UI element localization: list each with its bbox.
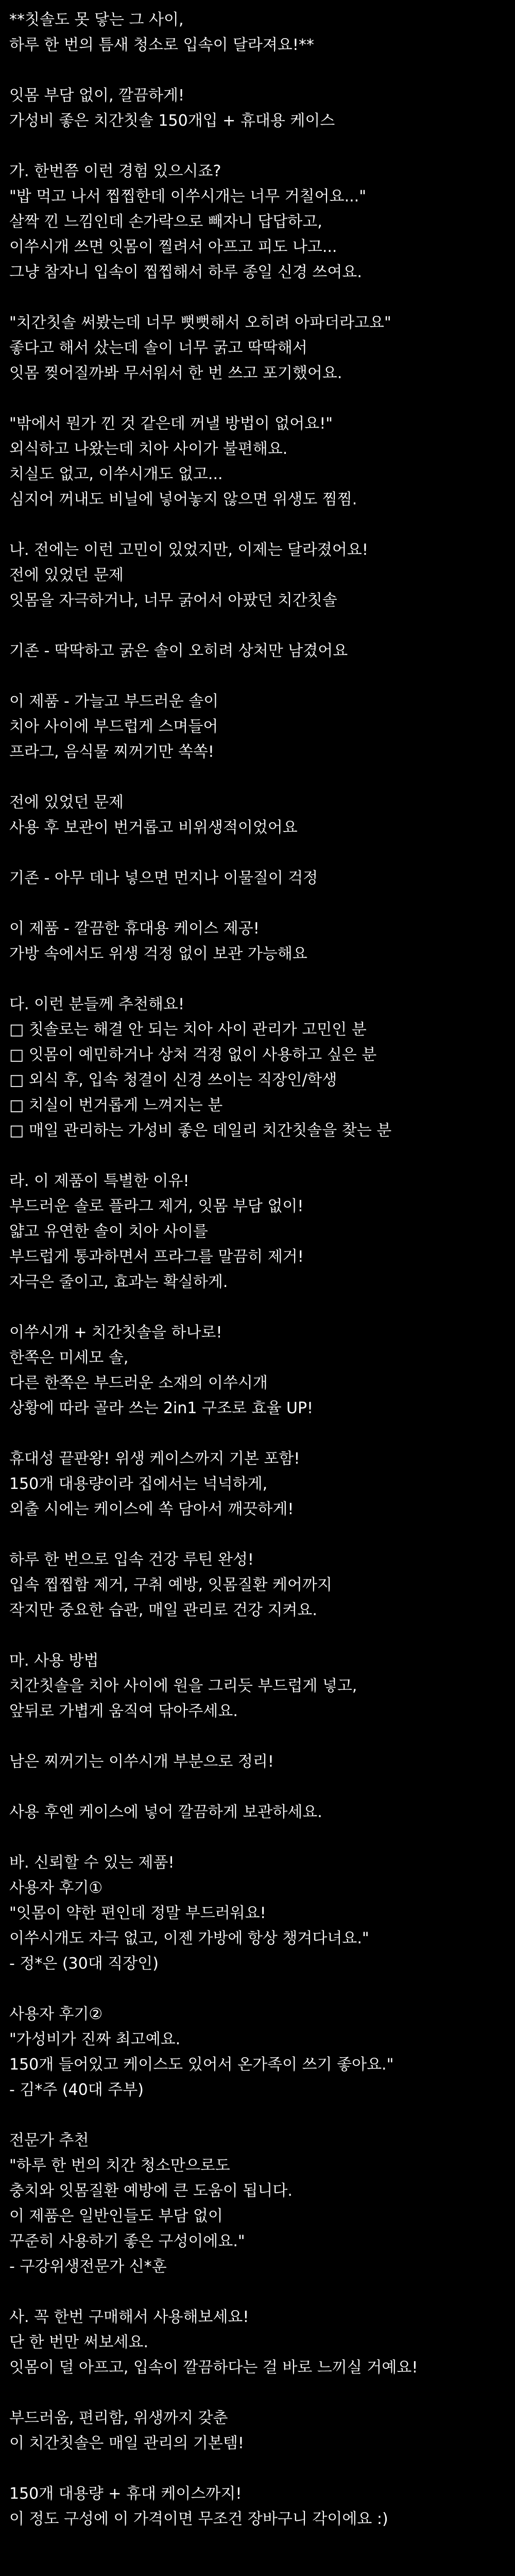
text-line: 부드럽게 통과하면서 프라그를 말끔히 제거!: [9, 1248, 304, 1266]
text-line: 이쑤시개 + 치간칫솔을 하나로!: [9, 1324, 222, 1342]
text-paragraph: [9, 2128, 515, 2279]
text-line: 이 제품 - 깔끔한 휴대용 케이스 제공!: [9, 920, 260, 938]
text-line: 기존 - 딱딱하고 굵은 솔이 오히려 상처만 남겼어요: [9, 642, 348, 660]
text-line: 이 제품 - 가늘고 부드러운 솔이: [9, 692, 219, 710]
text-line: 치실도 없고, 이쑤시개도 없고...: [9, 465, 223, 483]
text-line: 부드러운 솔로 플라그 제거, 잇몸 부담 없이!: [9, 1197, 304, 1215]
text-line: 사. 꼭 한번 구매해서 사용해보세요!: [9, 2308, 249, 2326]
text-line: "가성비가 진짜 최고예요.: [9, 2030, 181, 2048]
text-paragraph: [9, 1648, 515, 1724]
text-line: 150개 대용량이라 집에서는 넉넉하게,: [9, 1475, 268, 1493]
text-line: 이 정도 구성에 이 가격이면 무조건 장바구니 각이에요 :): [9, 2510, 388, 2528]
text-line: 충치와 잇몸질환 예방에 큰 도움이 됩니다.: [9, 2182, 293, 2200]
text-paragraph: [9, 1446, 515, 1522]
text-paragraph: [9, 790, 515, 840]
text-line: 그냥 참자니 입속이 찝찝해서 하루 종일 신경 쓰여요.: [9, 263, 362, 281]
text-paragraph: [9, 2405, 515, 2456]
text-line: 하루 한 번으로 입속 건강 루틴 완성!: [9, 1551, 254, 1569]
text-line: 작지만 중요한 습관, 매일 관리로 건강 지켜요.: [9, 1601, 317, 1619]
text-line: □ 치실이 번거롭게 느껴지는 분: [9, 1096, 223, 1114]
text-line: "잇몸이 약한 편인데 정말 부드러워요!: [9, 1904, 266, 1922]
text-line: 프라그, 음식물 찌꺼기만 쏙쏙!: [9, 743, 214, 761]
text-paragraph: [9, 916, 515, 967]
text-line: 살짝 낀 느낌인데 손가락으로 빼자니 답답하고,: [9, 213, 322, 231]
text-line: 가. 한번쯤 이런 경험 있으시죠?: [9, 162, 221, 180]
text-paragraph: [9, 689, 515, 765]
text-line: **칫솔도 못 닿는 그 사이,: [9, 11, 184, 29]
text-paragraph: [9, 411, 515, 512]
text-paragraph: [9, 310, 515, 386]
text-line: 마. 사용 방법: [9, 1652, 99, 1670]
text-line: 이 치간칫솔은 매일 관리의 기본템!: [9, 2434, 244, 2452]
text-line: "밥 먹고 나서 찝찝한데 이쑤시개는 너무 거칠어요...": [9, 188, 367, 206]
text-line: 잇몸을 자극하거나, 너무 굵어서 아팠던 치간칫솔: [9, 591, 337, 609]
text-line: - 구강위생전문가 신*훈: [9, 2258, 167, 2276]
text-line: 다른 한쪽은 부드러운 소재의 이쑤시개: [9, 1374, 268, 1392]
text-paragraph: [9, 1850, 515, 1976]
text-paragraph: [9, 1547, 515, 1623]
text-paragraph: [9, 2481, 515, 2532]
text-line: 사용 후 보관이 번거롭고 비위생적이었어요: [9, 819, 298, 837]
text-line: □ 매일 관리하는 가성비 좋은 데일리 치간칫솔을 찾는 분: [9, 1122, 392, 1140]
text-paragraph: [9, 83, 515, 133]
text-line: 가성비 좋은 치간칫솔 150개입 + 휴대용 케이스: [9, 112, 335, 130]
text-line: 나. 전에는 이런 고민이 있었지만, 이제는 달라졌어요!: [9, 541, 368, 559]
text-line: "밖에서 뭔가 낀 것 같은데 꺼낼 방법이 없어요!": [9, 415, 333, 433]
text-line: 가방 속에서도 위생 걱정 없이 보관 가능해요: [9, 945, 307, 963]
text-line: □ 외식 후, 입속 청결이 신경 쓰이는 직장인/학생: [9, 1071, 337, 1089]
text-paragraph: [9, 638, 515, 664]
text-line: 사용 후엔 케이스에 넣어 깔끔하게 보관하세요.: [9, 1803, 322, 1821]
text-line: 심지어 꺼내도 비닐에 넣어놓지 않으면 위생도 찜찜.: [9, 490, 357, 509]
text-line: 이쑤시개 쓰면 잇몸이 찔려서 아프고 피도 나고...: [9, 238, 337, 256]
text-line: 전에 있었던 문제: [9, 566, 124, 584]
text-paragraph: [9, 1800, 515, 1825]
text-line: 사용자 후기①: [9, 1879, 103, 1897]
text-line: 150개 대용량 + 휴대 케이스까지!: [9, 2485, 242, 2503]
text-paragraph: [9, 2304, 515, 2380]
text-line: 바. 신뢰할 수 있는 제품!: [9, 1854, 175, 1872]
text-paragraph: [9, 866, 515, 891]
text-paragraph: [9, 1749, 515, 1774]
text-line: - 정*은 (30대 직장인): [9, 1955, 159, 1973]
text-paragraph: [9, 1320, 515, 1421]
text-line: "치간칫솔 써봤는데 너무 뻣뻣해서 오히려 아파더라고요": [9, 314, 391, 332]
text-line: 라. 이 제품이 특별한 이유!: [9, 1172, 190, 1190]
text-line: 상황에 따라 골라 쓰는 2in1 구조로 효율 UP!: [9, 1399, 314, 1417]
text-line: 잇몸이 덜 아프고, 입속이 깔끔하다는 걸 바로 느끼실 거예요!: [9, 2359, 418, 2377]
text-line: 치아 사이에 부드럽게 스며들어: [9, 718, 218, 736]
text-line: 이쑤시개도 자극 없고, 이젠 가방에 항상 챙겨다녀요.": [9, 1929, 369, 1947]
text-line: 얇고 유연한 솔이 치아 사이를: [9, 1223, 208, 1241]
text-paragraph: [9, 1168, 515, 1295]
text-paragraph: [9, 537, 515, 613]
text-line: 외출 시에는 케이스에 쏙 담아서 깨끗하게!: [9, 1500, 294, 1518]
text-line: □ 잇몸이 예민하거나 상처 걱정 없이 사용하고 싶은 분: [9, 1046, 377, 1064]
text-line: 좋다고 해서 샀는데 솔이 너무 굵고 딱딱해서: [9, 339, 307, 357]
text-line: 단 한 번만 써보세요.: [9, 2333, 148, 2351]
text-line: 사용자 후기②: [9, 2005, 103, 2023]
text-line: 이 제품은 일반인들도 부담 없이: [9, 2207, 223, 2225]
text-line: 휴대성 끝판왕! 위생 케이스까지 기본 포함!: [9, 1450, 300, 1468]
text-line: 하루 한 번의 틈새 청소로 입속이 달라져요!**: [9, 36, 314, 54]
text-line: 꾸준히 사용하기 좋은 구성이에요.": [9, 2232, 245, 2250]
text-line: 자극은 줄이고, 효과는 확실하게.: [9, 1273, 228, 1291]
text-line: - 김*주 (40대 주부): [9, 2081, 144, 2099]
text-line: 입속 찝찝함 제거, 구취 예방, 잇몸질환 케어까지: [9, 1576, 332, 1594]
text-line: 다. 이런 분들께 추천해요!: [9, 995, 184, 1013]
text-line: 한쪽은 미세모 솔,: [9, 1349, 129, 1367]
text-line: 잇몸 찢어질까봐 무서워서 한 번 쓰고 포기했어요.: [9, 364, 342, 382]
text-line: 남은 찌꺼기는 이쑤시개 부분으로 정리!: [9, 1753, 274, 1771]
text-paragraph: [9, 2002, 515, 2103]
text-line: 외식하고 나왔는데 치아 사이가 불편해요.: [9, 440, 288, 458]
text-line: 잇몸 부담 없이, 깔끔하게!: [9, 87, 184, 105]
text-line: "하루 한 번의 치간 청소만으로도: [9, 2157, 230, 2175]
text-line: 앞뒤로 가볍게 움직여 닦아주세요.: [9, 1702, 238, 1720]
text-line: 전문가 추천: [9, 2131, 89, 2149]
text-line: 치간칫솔을 치아 사이에 원을 그리듯 부드럽게 넣고,: [9, 1677, 357, 1695]
text-line: 기존 - 아무 데나 넣으면 먼지나 이물질이 걱정: [9, 869, 318, 887]
text-paragraph: [9, 992, 515, 1143]
text-line: 전에 있었던 문제: [9, 793, 124, 811]
text-line: 부드러움, 편리함, 위생까지 갖춘: [9, 2409, 228, 2427]
text-paragraph: [9, 159, 515, 285]
text-line: □ 칫솔로는 해결 안 되는 치아 사이 관리가 고민인 분: [9, 1021, 367, 1039]
text-line: 150개 들어있고 케이스도 있어서 온가족이 쓰기 좋아요.": [9, 2056, 394, 2074]
text-paragraph: [9, 7, 515, 58]
